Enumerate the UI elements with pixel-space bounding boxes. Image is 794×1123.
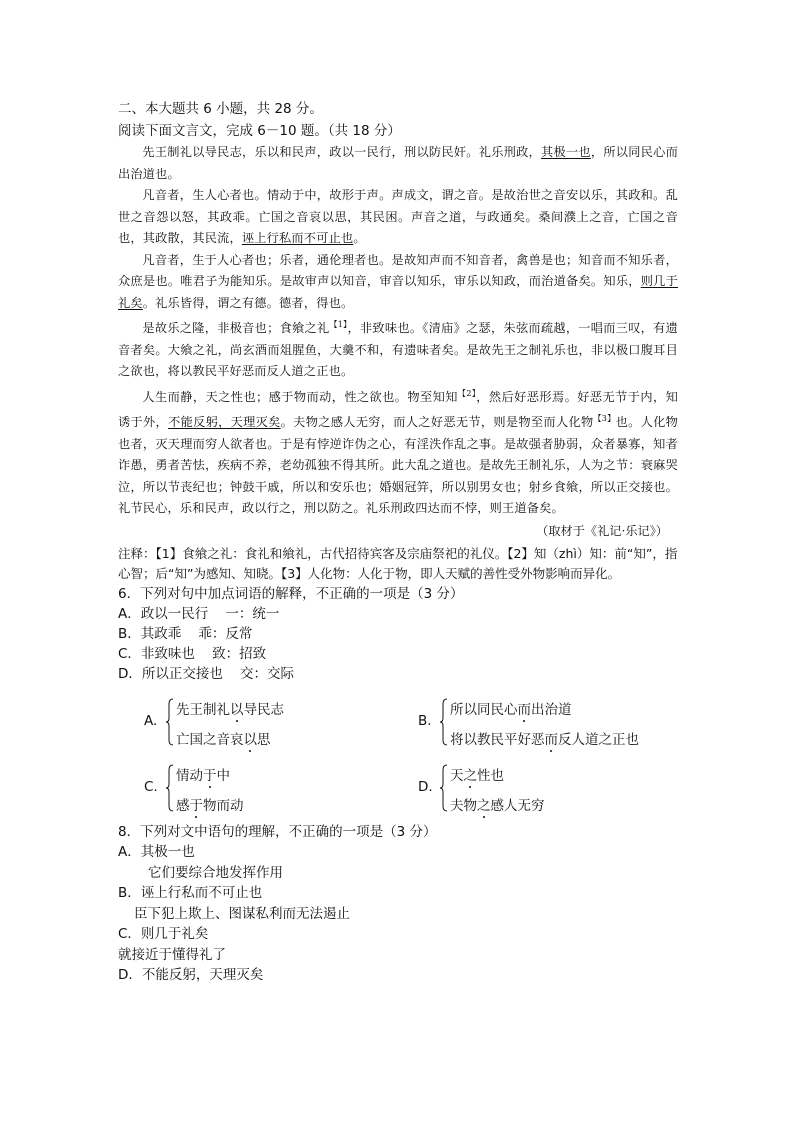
paragraph-3: 凡音者，生于人心者也；乐者，通伦理者也。是故知声而不知音者，禽兽是也；知音而不知乐者，众庶是也。唯君子为能知乐。是故审声以知音，审音以知乐，审乐以知政，而治道备矣。知乐，则几于礼矣。礼乐皆得，谓之有德。德者，得也。 [118, 252, 678, 310]
question-stem: 8．下列对文中语句的理解，不正确的一项是（3 分） [118, 823, 437, 840]
paragraph-5: 人生而静，天之性也；感于物而动，性之欲也。物至知知$^{【2】}$，然后好恶形焉。好恶无节于内，知诱于外，不能反躬，天理灭矣。夫物之感人无穷，而人之好恶无节，则是物至而人化物$^{【3】}$也。人化物也者，灭天理而穷人欲者也。于是有悖逆诈伪之心，有淫泆作乱之事。是故强者胁弱，众者暴寡，知者诈愚，勇者苦怯，疾病不养，老幼孤独不得其所。此大乱之道也。是故先王制礼乐，人为之节：衰麻哭泣，所以节丧纪也；钟鼓干戚，所以和安乐也；婚姻冠笄，所以别男女也；射乡食飨，所以正交接也。礼节民心，乐和民声，政以行之，刑以防之。礼乐刑政四达而不悖，则王道备矣。 [118, 388, 678, 516]
brace-icon [166, 764, 174, 812]
exam-page [118, 98, 678, 986]
dotted-char: 而 [544, 731, 558, 748]
underlined-phrase: 诬上行私而不可止也 [241, 231, 354, 245]
option-b-text: 臣下犯上欺上、图谋私利而无法遏止 [134, 905, 350, 922]
option-d: D．所以正交接也 交：交际 [118, 665, 295, 682]
question-7-options: A. 先王制礼以导民志 亡国之音哀以思 B. 所以同民心而出治道 将以教民平好恶而反人道之正也 C. 情动于中 感于物而动 D. 天之性也 夫物之感人无穷 [118, 698, 678, 816]
option-c-text: 就接近于懂得礼了 [118, 946, 226, 963]
question-6 [118, 584, 678, 684]
option-b: B．其政乖 乖：反常 [118, 625, 253, 642]
notes: 注释：【1】食飨之礼：食礼和飨礼，古代招待宾客及宗庙祭祀的礼仪。【2】知（zhì）知：前“知”，指心智；后“知”为感知、知晓。【3】人化物：人化于物，即人天赋的善性受外物影响而异化。 [118, 545, 678, 581]
dotted-char: 于 [203, 767, 217, 784]
instruction: 阅读下面文言文，完成 6－10 题。（共 18 分） [118, 123, 401, 139]
option-d-label: D．不能反躬，天理灭矣 [118, 967, 264, 984]
question-8 [118, 822, 678, 986]
note-ref: 【3】 [593, 414, 616, 424]
paragraph-4: 是故乐之隆，非极音也；食飨之礼$^{【1】}$，非致味也。《清庙》之瑟，朱弦而疏越，一唱而三叹，有遗音者矣。大飨之礼，尚玄酒而俎腥鱼，大羹不和，有遗味者矣。是故先王之制礼乐也，非以极口腹耳目之欲也，将以教民平好恶而反人道之正也。 [118, 320, 678, 379]
section-title: 二、本大题共 6 小题，共 28 分。 [118, 101, 323, 117]
dotted-char: 以 [243, 731, 257, 748]
source-citation: （取材于《礼记·乐记》） [536, 523, 668, 538]
dotted-char: 之 [463, 767, 477, 784]
brace-icon [440, 698, 448, 746]
option-c-label: C．则几于礼矣 [118, 926, 209, 943]
dotted-char: 于 [189, 797, 203, 814]
brace-icon [166, 698, 174, 746]
underlined-phrase: 其极一也 [541, 145, 591, 159]
note-ref: 【2】 [457, 388, 477, 398]
dotted-char: 而 [517, 701, 531, 718]
question-stem: 6．下列对句中加点词语的解释，不正确的一项是（3 分） [118, 585, 464, 602]
paragraph-1: 先王制礼以导民志，乐以和民声，政以一民行，刑以防民奸。礼乐刑政，其极一也，所以同民心而出治道也。 [118, 145, 679, 181]
option-a-text: 它们要综合地发挥作用 [148, 864, 283, 881]
underlined-phrase: 则几于礼矣 [118, 274, 678, 310]
option-a: A．政以一民行 一：统一 [118, 605, 280, 622]
dotted-char: 之 [477, 797, 491, 814]
underlined-phrase: 不能反躬，天理灭矣 [168, 415, 281, 430]
option-b-label: B．诬上行私而不可止也 [118, 885, 263, 902]
brace-icon [440, 764, 448, 812]
paragraph-2: 凡音者，生人心者也。情动于中，故形于声。声成文，谓之音。是故治世之音安以乐，其政和。乱世之音怨以怒，其政乖。亡国之音哀以思，其民困。声音之道，与政通矣。桑间濮上之音，亡国之音也，其政散，其民流，诬上行私而不可止也。 [118, 188, 678, 245]
option-c: C．非致味也 致：招致 [118, 645, 267, 662]
passage [118, 142, 678, 520]
option-a-label: A．其极一也 [118, 844, 195, 861]
note-ref: 【1】 [329, 320, 348, 329]
dotted-char: 以 [230, 701, 244, 718]
